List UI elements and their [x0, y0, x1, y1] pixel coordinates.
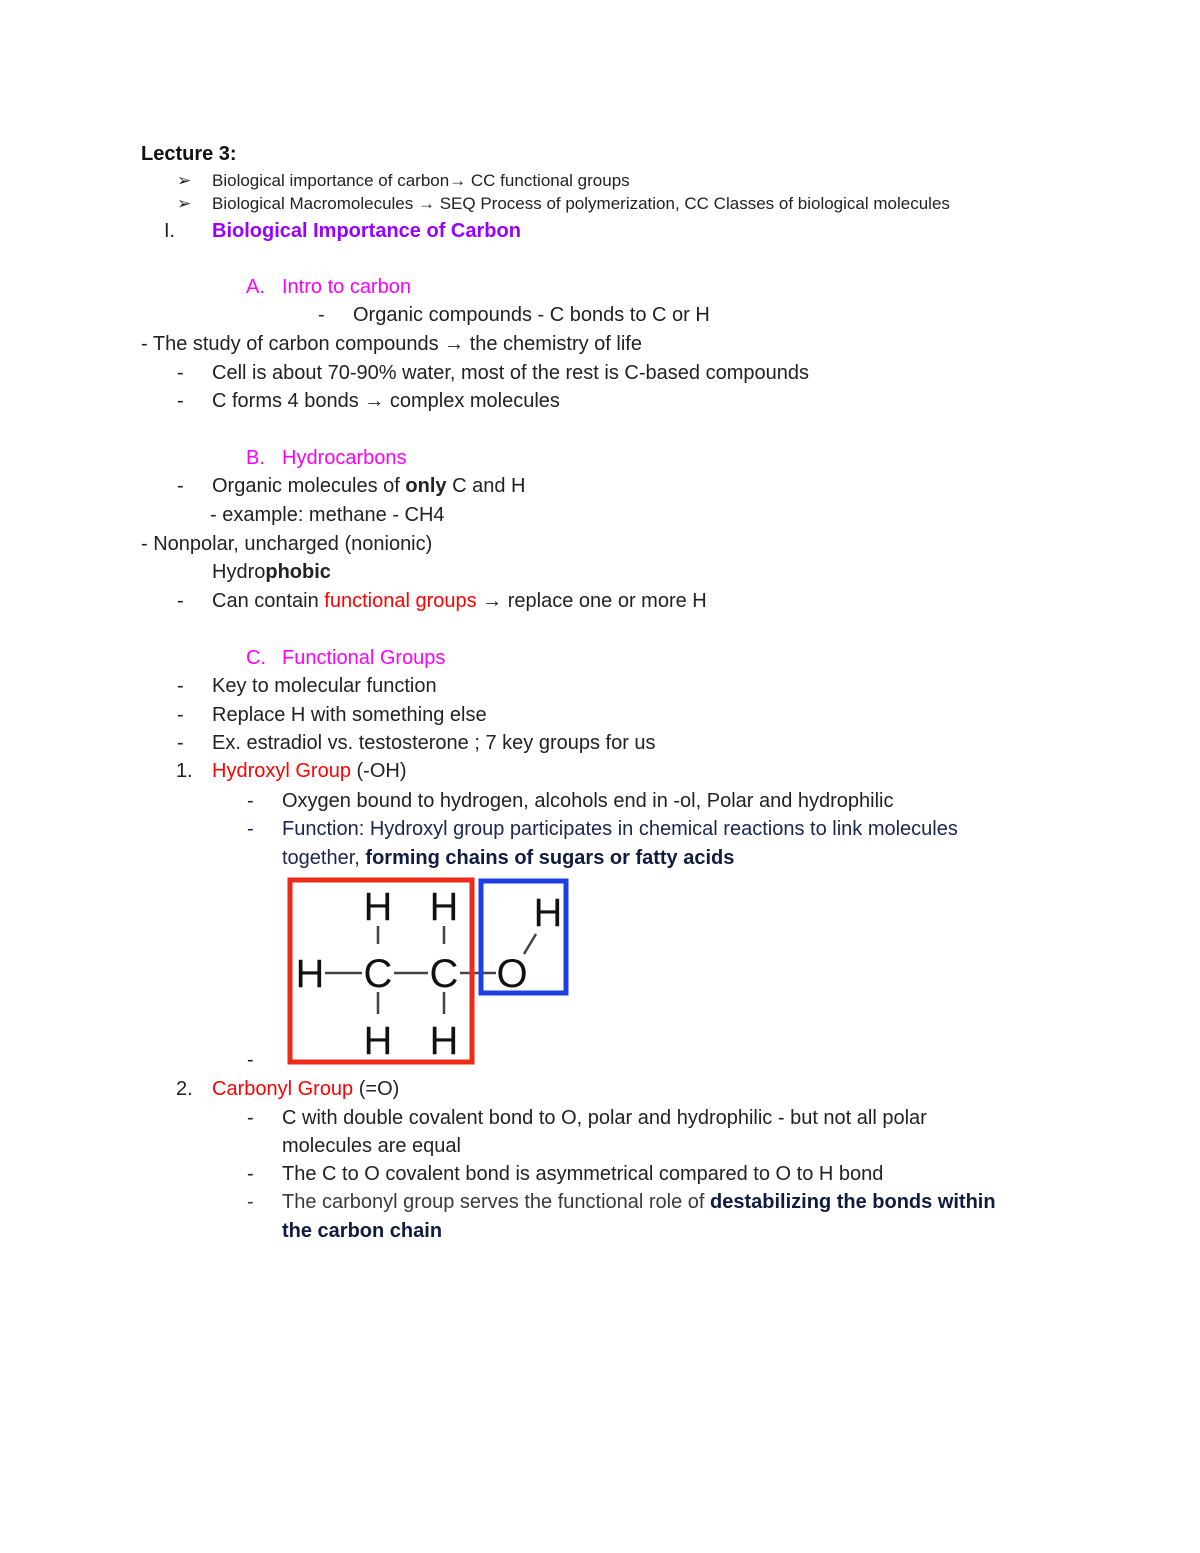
bullet-marker: ➢ [177, 194, 192, 213]
subsection-b-letter: B. [246, 447, 265, 469]
dash: - [247, 790, 254, 812]
subB-nonpolar: - Nonpolar, uncharged (nonionic) [141, 533, 433, 555]
text-run: C and H [446, 475, 526, 497]
subB-hydrophobic [212, 560, 331, 584]
atom-o: O [496, 952, 528, 996]
atom-h: H [295, 952, 325, 996]
dash: - [177, 362, 184, 384]
subC-item-3: Ex. estradiol vs. testosterone ; 7 key groups for us [212, 732, 656, 754]
subB-can-contain [212, 589, 707, 613]
atom-h: H [363, 1019, 393, 1063]
subsection-a-title: Intro to carbon [282, 276, 411, 298]
hydroxyl-formula: (-OH) [350, 760, 407, 782]
dash: - [177, 675, 184, 697]
bullet-1-text: Biological importance of carbon→ CC functional groups [212, 171, 630, 190]
highlight-run: functional groups [324, 590, 477, 612]
dash: - [177, 704, 184, 726]
section-numeral: I. [164, 220, 176, 242]
carbonyl-b1: C with double covalent bond to O, polar and hydrophilic - but not all polar [282, 1107, 927, 1129]
subsection-c-letter: C. [246, 647, 266, 669]
text-run: Organic molecules of [212, 475, 406, 497]
bullet-marker: ➢ [177, 171, 192, 190]
text-run: Hydro [212, 561, 266, 583]
text-run: The carbonyl group serves the functional role of [282, 1191, 711, 1213]
carbonyl-b1-cont: molecules are equal [282, 1135, 461, 1157]
atom-c: C [363, 952, 393, 996]
carbonyl-number: 2. [176, 1078, 193, 1100]
bullet-2 [177, 192, 191, 216]
hydroxyl-b1: Oxygen bound to hydrogen, alcohols end in -ol, Polar and hydrophilic [282, 790, 894, 812]
atom-h: H [429, 1019, 459, 1063]
atom-c: C [429, 952, 459, 996]
subB-item-1 [212, 474, 525, 498]
bond [524, 934, 536, 954]
subsection-c-title: Functional Groups [282, 647, 446, 669]
dash: - [247, 818, 254, 840]
carbonyl-b2: The C to O covalent bond is asymmetrical compared to O to H bond [282, 1163, 884, 1185]
subA-item-3: Cell is about 70-90% water, most of the rest is C-based compounds [212, 362, 809, 384]
subsection-b-title: Hydrocarbons [282, 447, 407, 469]
carbonyl-heading [212, 1077, 399, 1101]
dash: - [247, 1191, 254, 1213]
carbonyl-b3-cont: the carbon chain [282, 1220, 443, 1242]
subC-item-1: Key to molecular function [212, 675, 437, 697]
subA-item-2: - The study of carbon compounds → the chemistry of life [141, 333, 642, 355]
text-run: Can contain [212, 590, 325, 612]
dash: - [247, 1163, 254, 1185]
dash: - [318, 304, 325, 326]
subA-item-4: C forms 4 bonds → complex molecules [212, 390, 560, 412]
carbonyl-name: Carbonyl Group [212, 1078, 354, 1100]
subsection-a-letter: A. [246, 276, 265, 298]
dash: - [177, 475, 184, 497]
atom-h: H [429, 885, 459, 929]
hydroxyl-b2: Function: Hydroxyl group participates in chemical reactions to link molecules [282, 818, 958, 840]
subA-item-1: Organic compounds - C bonds to C or H [353, 304, 710, 326]
carbonyl-formula: (=O) [353, 1078, 400, 1100]
dash: - [177, 590, 184, 612]
dash: - [247, 1107, 254, 1129]
text-run: → replace one or more H [476, 590, 707, 612]
carbonyl-b3 [282, 1190, 996, 1214]
page-title: Lecture 3: [141, 143, 237, 165]
hydroxyl-number: 1. [176, 760, 193, 782]
subB-example: - example: methane - CH4 [210, 504, 445, 526]
atom-h: H [533, 891, 563, 935]
text-run: together, [282, 847, 366, 869]
bullet-1 [177, 169, 191, 193]
hydroxyl-heading [212, 759, 406, 783]
section-title: Biological Importance of Carbon [212, 220, 521, 242]
subC-item-2: Replace H with something else [212, 704, 487, 726]
ethanol-structure-diagram [286, 876, 576, 1068]
atom-h: H [363, 885, 393, 929]
dash: - [177, 390, 184, 412]
bullet-2-text: Biological Macromolecules → SEQ Process of polymerization, CC Classes of biological molecules [212, 194, 950, 213]
hydroxyl-name: Hydroxyl Group [212, 760, 351, 782]
hydroxyl-b3 [282, 846, 734, 870]
dash: - [247, 1049, 254, 1071]
dash: - [177, 732, 184, 754]
bold-run: phobic [265, 561, 331, 583]
bold-run: forming chains of sugars or fatty acids [365, 847, 735, 869]
bold-run: destabilizing the bonds within [710, 1191, 996, 1213]
bold-run: only [405, 475, 447, 497]
